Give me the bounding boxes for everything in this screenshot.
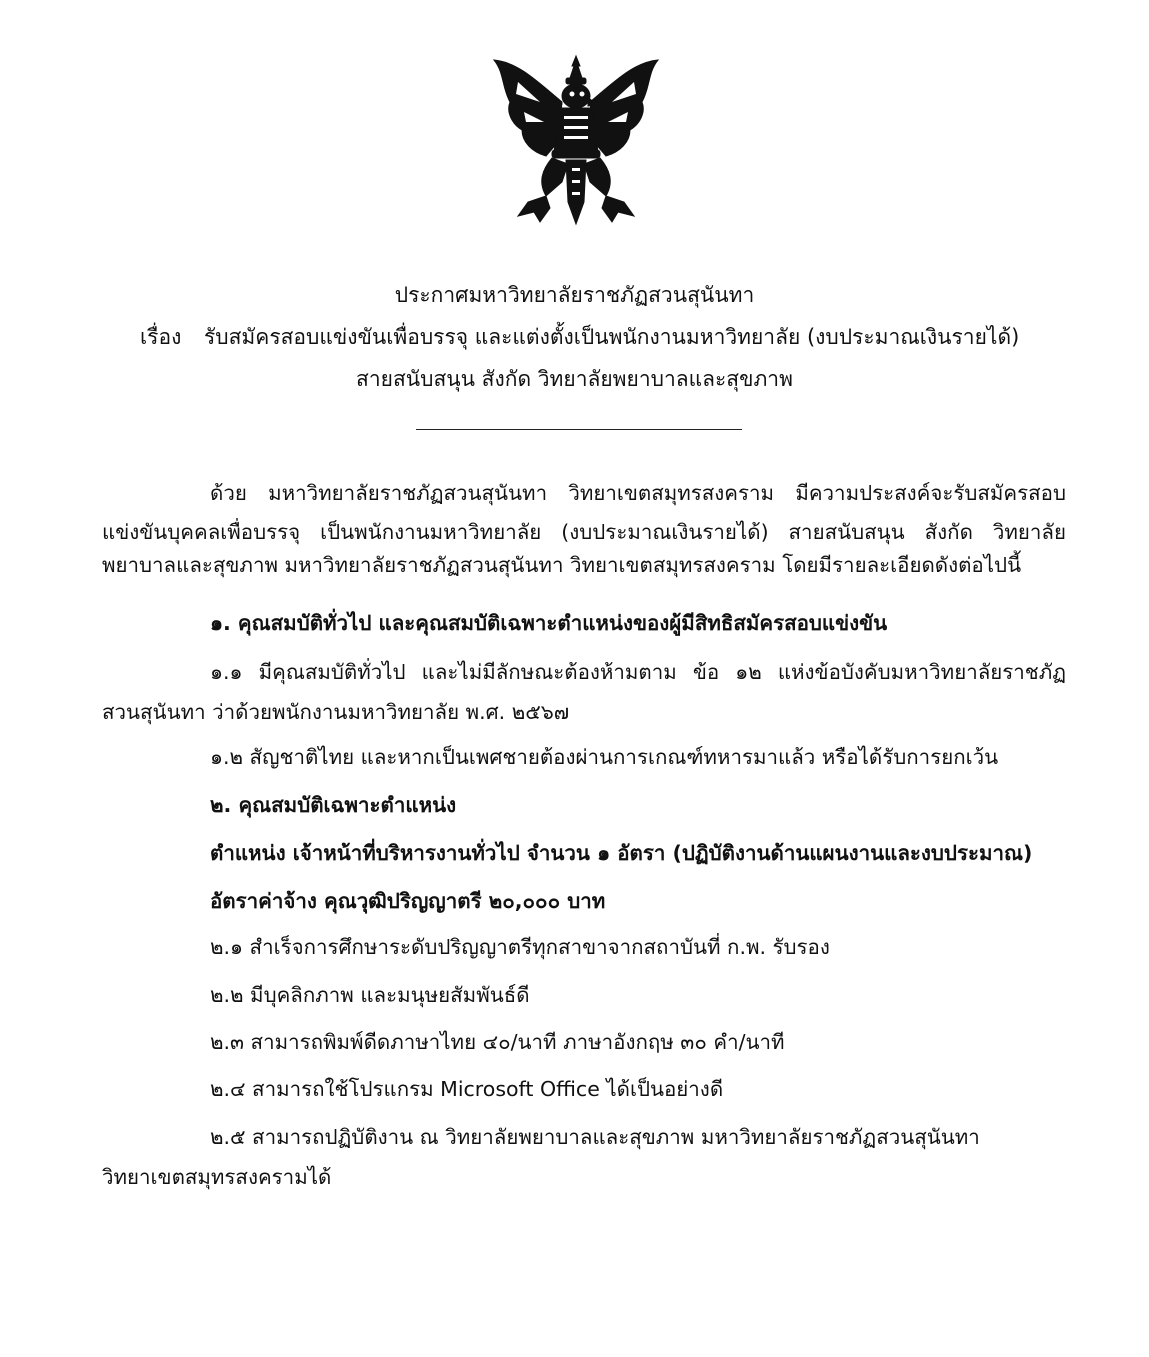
section2-item5-line1: ๒.๕ สามารถปฏิบัติงาน ณ วิทยาลัยพยาบาลและสุขภาพ มหาวิทยาลัยราชภัฏสวนสุนันทา — [210, 1125, 980, 1149]
garuda-emblem-icon — [488, 52, 664, 232]
intro-line-3: พยาบาลและสุขภาพ มหาวิทยาลัยราชภัฏสวนสุนันทา วิทยาเขตสมุทรสงคราม โดยมีรายละเอียดดังต่อไปนี้ — [102, 553, 1022, 577]
section2-item4: ๒.๔ สามารถใช้โปรแกรม Microsoft Office ได้เป็นอย่างดี — [210, 1077, 724, 1101]
section2-item1: ๒.๑ สำเร็จการศึกษาระดับปริญญาตรีทุกสาขาจากสถาบันที่ ก.พ. รับรอง — [210, 935, 830, 959]
header-divider — [416, 429, 742, 430]
section1-item1-line2: สวนสุนันทา ว่าด้วยพนักงานมหาวิทยาลัย พ.ศ. ๒๕๖๗ — [102, 700, 570, 724]
section1-heading: ๑. คุณสมบัติทั่วไป และคุณสมบัติเฉพาะตำแหน่งของผู้มีสิทธิสมัครสอบแข่งขัน — [210, 611, 888, 635]
section2-heading: ๒. คุณสมบัติเฉพาะตำแหน่ง — [210, 793, 457, 817]
section2-item3: ๒.๓ สามารถพิมพ์ดีดภาษาไทย ๔๐/นาที ภาษาอังกฤษ ๓๐ คำ/นาที — [210, 1030, 785, 1054]
subject-label: เรื่อง — [140, 325, 182, 349]
position-line: ตำแหน่ง เจ้าหน้าที่บริหารงานทั่วไป จำนวน ๑ อัตรา (ปฏิบัติงานด้านแผนงานและงบประมาณ) — [210, 841, 1033, 865]
section1-item2: ๑.๒ สัญชาติไทย และหากเป็นเพศชายต้องผ่านการเกณฑ์ทหารมาแล้ว หรือได้รับการยกเว้น — [210, 745, 999, 769]
subject-text: รับสมัครสอบแข่งขันเพื่อบรรจุ และแต่งตั้งเป็นพนักงานมหาวิทยาลัย (งบประมาณเงินรายได้) — [204, 325, 1020, 349]
section1-item1-line1: ๑.๑ มีคุณสมบัติทั่วไป และไม่มีลักษณะต้องห้ามตาม ข้อ ๑๒ แห่งข้อบังคับมหาวิทยาลัยราชภัฏ — [210, 660, 1066, 684]
intro-line-1: ด้วย มหาวิทยาลัยราชภัฏสวนสุนันทา วิทยาเขตสมุทรสงคราม มีความประสงค์จะรับสมัครสอบ — [210, 481, 1066, 505]
announcement-title: ประกาศมหาวิทยาลัยราชภัฏสวนสุนันทา — [394, 283, 755, 307]
salary-line: อัตราค่าจ้าง คุณวุฒิปริญญาตรี ๒๐,๐๐๐ บาท — [210, 889, 606, 913]
section2-item2: ๒.๒ มีบุคลิกภาพ และมนุษยสัมพันธ์ดี — [210, 983, 530, 1007]
section2-item5-line2: วิทยาเขตสมุทรสงครามได้ — [102, 1165, 332, 1189]
intro-line-2: แข่งขันบุคคลเพื่อบรรจุ เป็นพนักงานมหาวิทยาลัย (งบประมาณเงินรายได้) สายสนับสนุน สังกัด วิทยาลัย — [102, 520, 1066, 544]
subject-line — [140, 322, 1019, 352]
subject-line-2: สายสนับสนุน สังกัด วิทยาลัยพยาบาลและสุขภาพ — [356, 367, 793, 391]
